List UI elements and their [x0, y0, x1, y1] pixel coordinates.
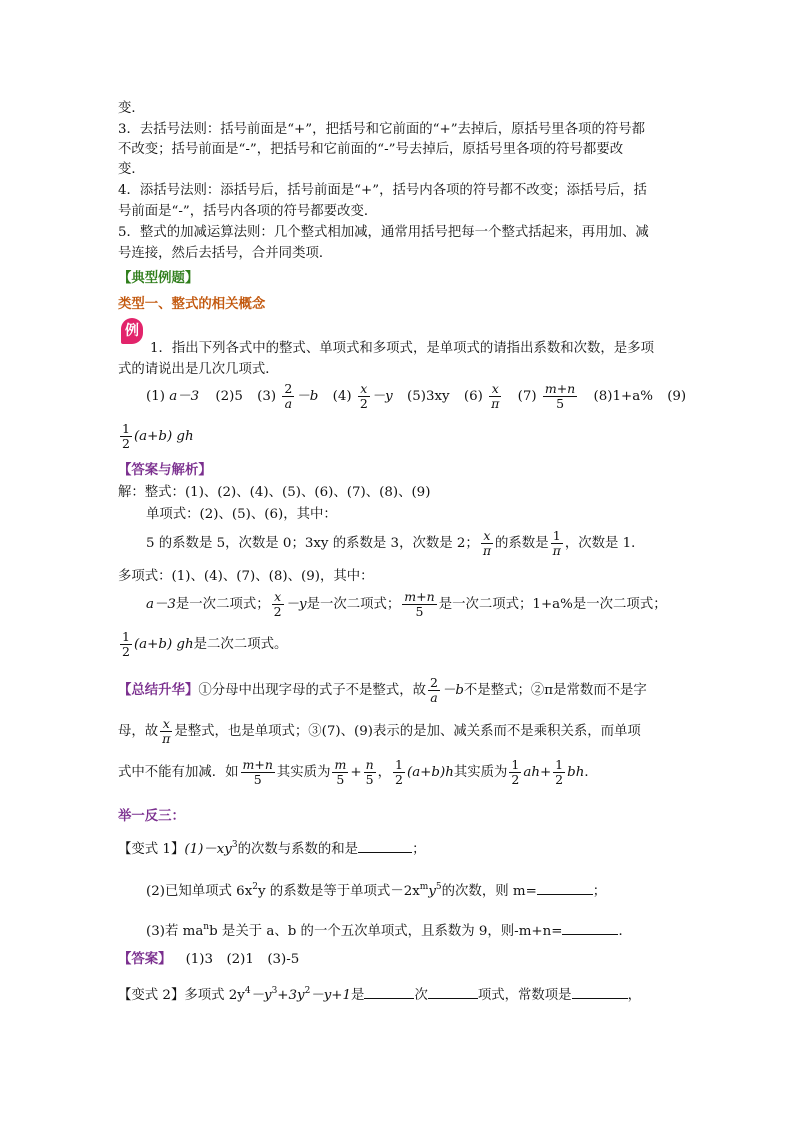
- solution-line-5: [146, 590, 667, 620]
- variant-1-q1b: 的次数与系数的和是: [237, 842, 359, 857]
- summary-line-3: [118, 758, 598, 788]
- variant-1-answer-text: (1)3 (2)1 (3)-5: [185, 952, 300, 967]
- example-badge: 例: [121, 318, 143, 344]
- summary-line-3-frac3: $\frac{n}{5}$: [365, 757, 374, 787]
- variant-1-q2c: y: [428, 884, 436, 899]
- variant-1-q2-exp1: 2: [252, 882, 258, 892]
- solution-line-6: [118, 630, 287, 660]
- answer-heading: 【答案】: [118, 952, 172, 967]
- item-3-fraction: $\frac{2}{a}$: [284, 381, 293, 411]
- solution-line-3-frac1: $\frac{x}{\pi}$: [482, 528, 492, 558]
- variant-2-e2: 3: [271, 986, 278, 996]
- variant-1-q2e: ；: [592, 884, 607, 899]
- solution-line-5-frac1: $\frac{x}{2}$: [273, 589, 282, 619]
- item-2: (2)5: [215, 389, 243, 404]
- summary-line-1c: 不是整式；②π是常数而不是字: [463, 683, 647, 698]
- variant-2-g: 项式，常数项是: [477, 988, 572, 1003]
- summary-line-3-frac2: $\frac{m}{5}$: [334, 757, 347, 787]
- solution-line-3a: 5 的系数是 5，次数是 0；3xy 的系数是 3，次数是 2；: [146, 536, 479, 551]
- item-7-fraction: $\frac{m+n}{5}$: [544, 381, 576, 411]
- variant-1-q3: [146, 920, 632, 941]
- item-5: (5)3xy: [407, 389, 450, 404]
- solution-line-3c: ，次数是 1．: [564, 536, 645, 551]
- solution-line-2: 单项式：(2)、(5)、(6)，其中：: [146, 507, 337, 522]
- solution-line-3: [146, 529, 645, 559]
- solution-line-5c: －y: [285, 597, 307, 612]
- summary-line-2-frac: $\frac{x}{\pi}$: [162, 716, 171, 746]
- variant-1-q2d: 的次数，则 m=: [441, 884, 537, 899]
- variant-2-question: [118, 984, 641, 1005]
- item-9-label: (9): [667, 389, 687, 404]
- item-4-label: (4): [332, 389, 352, 404]
- variant-1-q2-exp3: 5: [435, 882, 442, 892]
- solution-line-6a: (a+b) gh: [133, 637, 194, 652]
- solution-line-5-frac2: $\frac{m+n}{5}$: [404, 589, 435, 619]
- variant-1-q3-exp: n: [203, 922, 210, 932]
- summary-line-3a: 式中不能有加减．如: [118, 765, 239, 780]
- rule-4-line-2: 号前面是“-”，括号内各项的符号都要改变．: [118, 204, 378, 219]
- summary-line-3-plus: +: [350, 765, 362, 780]
- type-1-heading: 类型一、整式的相关概念: [118, 297, 266, 312]
- variant-2-c: +3y: [277, 988, 305, 1003]
- summary-line-3-frac5: $\frac{1}{2}$: [511, 757, 520, 787]
- solution-line-5b: 是一次二项式；: [175, 597, 270, 612]
- variant-1-q3-blank[interactable]: [562, 920, 618, 935]
- variant-2-a: 多项式 2y: [184, 988, 245, 1003]
- item-7-label: (7): [517, 389, 537, 404]
- variant-2-e3: 2: [304, 986, 311, 996]
- variant-2-e1: 4: [244, 986, 251, 996]
- summary-line-3g: bh: [567, 765, 585, 780]
- variant-2-tag: 【变式 2】: [118, 988, 185, 1003]
- variant-1-q2-blank[interactable]: [537, 880, 593, 895]
- item-9-fraction: $\frac{1}{2}$: [122, 421, 130, 451]
- rule-5-line-2: 号连接，然后去括号，合并同类项．: [118, 246, 333, 261]
- item-6-label: (6): [463, 389, 483, 404]
- summary-line-3e: 其实质为: [453, 765, 508, 780]
- solution-line-3-frac2: $\frac{1}{\pi}$: [552, 528, 561, 558]
- rule-2-tail: 变．: [118, 101, 145, 116]
- summary-line-3-frac1: $\frac{m+n}{5}$: [242, 757, 273, 787]
- rule-5-line-1: 5．整式的加减运算法则：几个整式相加减，通常用括号把每一个整式括起来，再用加、减: [118, 225, 649, 240]
- solution-line-3b: 的系数是: [495, 536, 549, 551]
- item-1-label: (1): [146, 389, 165, 404]
- item-9-tail: (a+b) gh: [133, 429, 194, 444]
- variant-2-blank-2[interactable]: [428, 984, 478, 999]
- rule-3-line-3: 变．: [118, 162, 145, 177]
- solution-line-5a: a－3: [146, 597, 176, 612]
- solution-line-4: 多项式：(1)、(4)、(7)、(8)、(9)，其中：: [118, 569, 374, 584]
- variant-2-f: 次: [414, 988, 428, 1003]
- item-3-tail: －b: [296, 389, 319, 404]
- summary-line-3f: ah+: [523, 765, 552, 780]
- summary-line-2b: 是整式，也是单项式；③(7)、(9)表示的是加、减关系而不是乘积关系，而单项: [174, 724, 641, 739]
- variant-2-h: ，: [627, 988, 641, 1003]
- example-items-row: [146, 382, 686, 412]
- summary-line-2: [118, 717, 641, 747]
- variant-1-q1a: (1)－xy: [184, 842, 232, 857]
- solution-line-5d: 是一次二项式；: [306, 597, 401, 612]
- variant-1-q2b: y 的系数是等于单项式－2x: [257, 884, 420, 899]
- practice-heading: 举一反三：: [118, 809, 185, 824]
- variant-1-q3b: b 是关于 a、b 的一个五次单项式，且系数为 9，则-m+n=: [209, 924, 563, 939]
- variant-1-q1c: ；: [412, 842, 426, 857]
- summary-line-1: [118, 676, 647, 706]
- summary-line-1-frac: $\frac{2}{a}$: [429, 675, 438, 705]
- summary-line-2a: 母，故: [118, 724, 159, 739]
- summary-line-3-frac4: $\frac{1}{2}$: [395, 757, 403, 787]
- item-4-fraction: $\frac{x}{2}$: [359, 381, 368, 411]
- rule-3-line-2: 不改变；括号前面是“-”，把括号和它前面的“-”号去掉后，原括号里各项的符号都要改: [118, 142, 624, 157]
- variant-1-tag: 【变式 1】: [118, 842, 185, 857]
- variant-2-d: －y+1: [310, 988, 352, 1003]
- summary-line-3d: (a+b)h: [406, 765, 454, 780]
- summary-line-3c: ，: [377, 765, 392, 780]
- example-question-line-2: 式的请说出是几次几项式．: [118, 362, 279, 377]
- solution-line-5e: 是一次二项式；1+a%是一次二项式；: [438, 597, 667, 612]
- solution-line-6-frac: $\frac{1}{2}$: [122, 629, 130, 659]
- variant-2-e: 是: [351, 988, 365, 1003]
- variant-1-q1-exp: 3: [231, 840, 238, 850]
- summary-heading: 【总结升华】: [118, 683, 199, 698]
- answer-analysis-heading: 【答案与解析】: [118, 463, 212, 478]
- summary-line-1b: －b: [441, 683, 464, 698]
- item-3-label: (3): [257, 389, 277, 404]
- variant-2-blank-3[interactable]: [572, 984, 628, 999]
- variant-2-blank-1[interactable]: [364, 984, 414, 999]
- typical-examples-heading: 【典型例题】: [118, 271, 199, 286]
- item-4-tail: －y: [371, 389, 393, 404]
- rule-4-line-1: 4．添括号法则：添括号后，括号前面是“+”，括号内各项的符号都不改变；添括号后，括: [118, 183, 647, 198]
- item-1-expr: a－3: [169, 389, 200, 404]
- variant-1-q2: [146, 880, 606, 901]
- rule-3-line-1: 3．去括号法则：括号前面是“+”，把括号和它前面的“+”去掉后，原括号里各项的符号都: [118, 122, 646, 137]
- variant-1-q1: [118, 838, 425, 859]
- variant-1-q2a: (2)已知单项式 6x: [146, 884, 253, 899]
- summary-line-3-frac6: $\frac{1}{2}$: [555, 757, 564, 787]
- solution-line-6b: 是二次二项式。: [193, 637, 288, 652]
- summary-line-3h: ．: [584, 765, 598, 780]
- variant-1-answer: [118, 951, 299, 969]
- variant-1-q3a: (3)若 ma: [146, 924, 204, 939]
- summary-line-1a: ①分母中出现字母的式子不是整式，故: [198, 683, 426, 698]
- variant-1-q2-exp2: m: [419, 882, 429, 892]
- variant-1-q3c: ．: [618, 924, 632, 939]
- item-9-expression: [118, 422, 194, 452]
- example-question-line-1: 1．指出下列各式中的整式、单项式和多项式，是单项式的请指出系数和次数，是多项: [150, 341, 654, 356]
- solution-line-1: 解：整式：(1)、(2)、(4)、(5)、(6)、(7)、(8)、(9): [118, 485, 431, 500]
- summary-line-3b: 其实质为: [276, 765, 331, 780]
- variant-1-q1-blank[interactable]: [358, 838, 412, 853]
- item-8: (8)1+a%: [593, 389, 653, 404]
- item-6-fraction: $\frac{x}{\pi}$: [491, 381, 500, 411]
- variant-2-b: －y: [250, 988, 272, 1003]
